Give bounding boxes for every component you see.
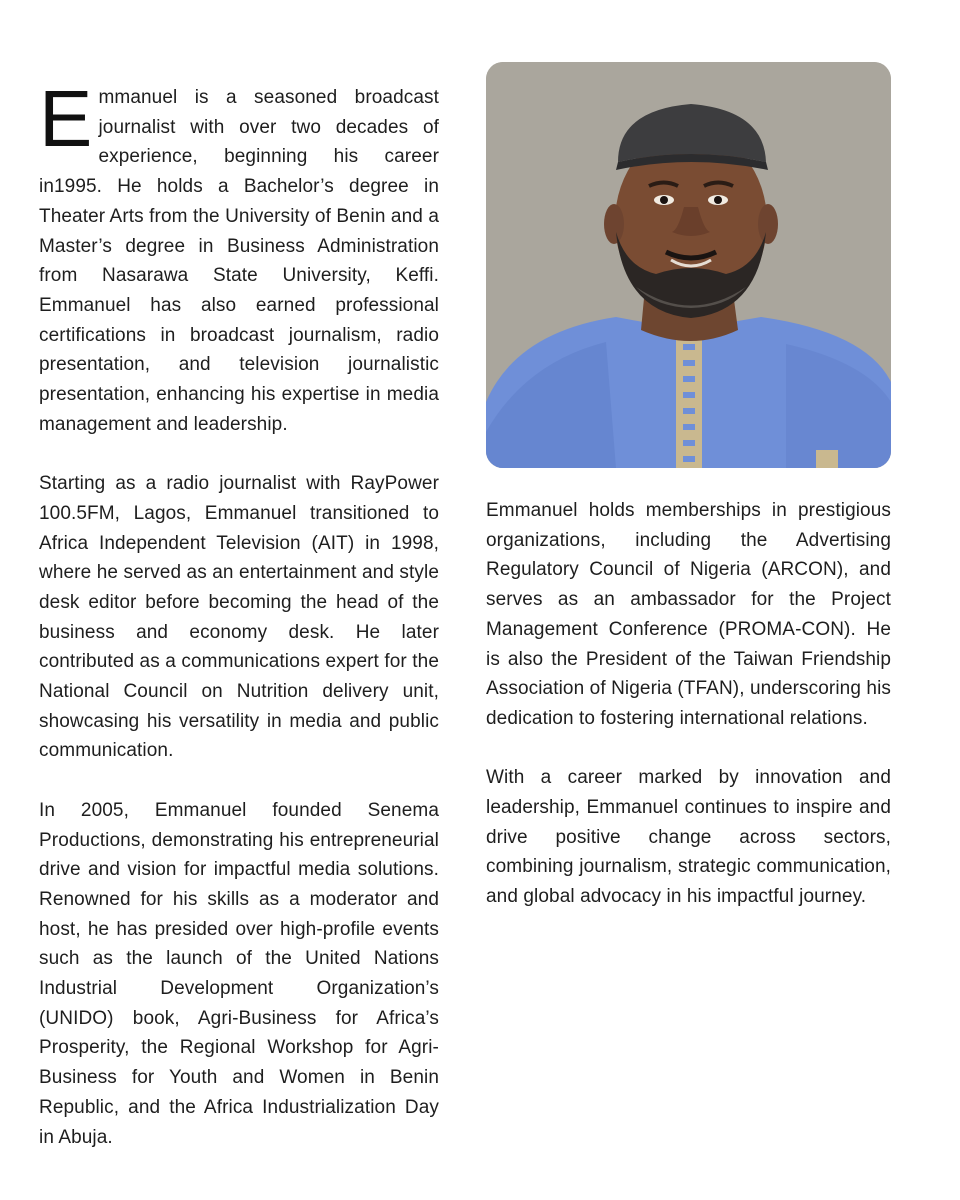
portrait-illustration	[486, 62, 891, 468]
left-paragraph-3: In 2005, Emmanuel founded Senema Productions, demonstrating his entrepreneurial drive and vision for impactful media solutions. Renowned for his skills as a moderator and host, he has presided over high-profile events such as the launch of the United Nations Industrial Development Organization’s (UNIDO) book, Agri-Business for Africa’s Prosperity, the Regional Workshop for Agri-Business for Youth and Women in Benin Republic, and the Africa Industrialization Day in Abuja.	[39, 799, 439, 1148]
left-paragraph-1-text: mmanuel is a seasoned broadcast journalist with over two decades of experience, beginning his career in1995. He holds a Bachelor’s degree in Theater Arts from the University of Benin and a Master’s degree in Business Administration from Nasarawa State University, Keffi. Emmanuel has also earned professional certifications in broadcast journalism, radio presentation, and television journalistic presentation, enhancing his expertise in media management and leadership.	[39, 87, 439, 435]
left-column	[39, 74, 439, 1182]
right-paragraph-2: With a career marked by innovation and leadership, Emmanuel continues to inspire and drive positive change across sectors, combining journalism, strategic communication, and global advocacy in his impactful journey.	[486, 767, 891, 908]
right-column	[486, 496, 891, 942]
left-paragraph-1	[39, 74, 439, 439]
portrait-photo	[486, 62, 891, 468]
embroidery-patch	[816, 450, 838, 468]
right-paragraph-1: Emmanuel holds memberships in prestigious organizations, including the Advertising Regulatory Council of Nigeria (ARCON), and serves as an ambassador for the Project Management Conference (PROMA-CON). He is also the President of the Taiwan Friendship Association of Nigeria (TFAN), underscoring his dedication to fostering international relations.	[486, 500, 891, 729]
right-ear	[758, 204, 778, 244]
left-ear	[604, 204, 624, 244]
embroidery-strip	[676, 334, 702, 468]
left-paragraph-2: Starting as a radio journalist with RayPower 100.5FM, Lagos, Emmanuel transitioned to Africa Independent Television (AIT) in 1998, where he served as an entertainment and style desk editor before becoming the head of the business and economy desk. He later contributed as a communications expert for the National Council on Nutrition delivery unit, showcasing his versatility in media and public communication.	[39, 473, 439, 762]
dropcap-letter: E	[39, 74, 93, 163]
